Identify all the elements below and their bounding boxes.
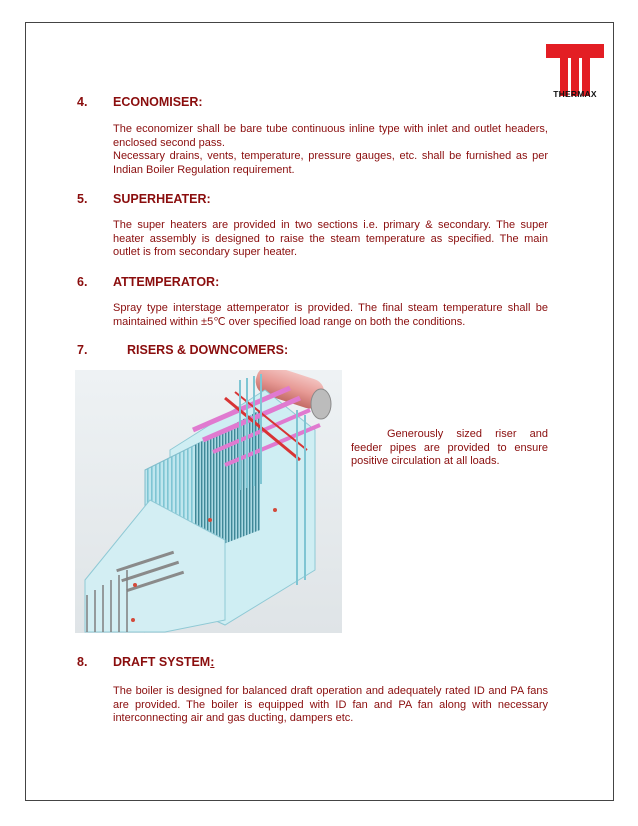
section-6-number: 6. — [77, 275, 88, 289]
section-7-paragraph: Generously sized riser and feeder pipes are provided to ensure positive circulation at all loads. — [351, 428, 548, 467]
section-4-paragraph-1: The economizer shall be bare tube continuous inline type with inlet and outlet headers, enclosed second pass. — [113, 123, 548, 149]
section-7-title: RISERS & DOWNCOMERS: — [127, 343, 289, 357]
section-8-title-colon: : — [210, 655, 215, 669]
section-4-paragraph-2: Necessary drains, vents, temperature, pressure gauges, etc. shall be furnished as per Indian Boiler Regulation requirement. — [113, 150, 548, 176]
section-5-title: SUPERHEATER: — [113, 192, 211, 206]
section-4-number: 4. — [77, 95, 88, 109]
section-6-paragraph: Spray type interstage attemperator is provided. The final steam temperature shall be maintained within ±5℃ over specified load range on both the conditions. — [113, 302, 548, 328]
section-7-number: 7. — [77, 343, 88, 357]
section-8-number: 8. — [77, 655, 88, 669]
boiler-3d-model-image — [75, 370, 342, 633]
logo-wordmark: THERMAX — [553, 89, 597, 99]
section-8-paragraph: The boiler is designed for balanced draft operation and adequately rated ID and PA fans are provided. The boiler is equipped with ID fan and PA fan along with necessary interconnecting air and gas ducting, dampers etc. — [113, 685, 548, 724]
section-8-title-text: DRAFT SYSTEM — [113, 655, 211, 669]
section-5-number: 5. — [77, 192, 88, 206]
section-6-title: ATTEMPERATOR: — [113, 275, 220, 289]
section-8-title — [113, 655, 214, 669]
section-4-title: ECONOMISER: — [113, 95, 203, 109]
section-5-paragraph: The super heaters are provided in two sections i.e. primary & secondary. The super heater assembly is designed to raise the steam temperature as specified. The main outlet is from secondary super heater. — [113, 219, 548, 258]
